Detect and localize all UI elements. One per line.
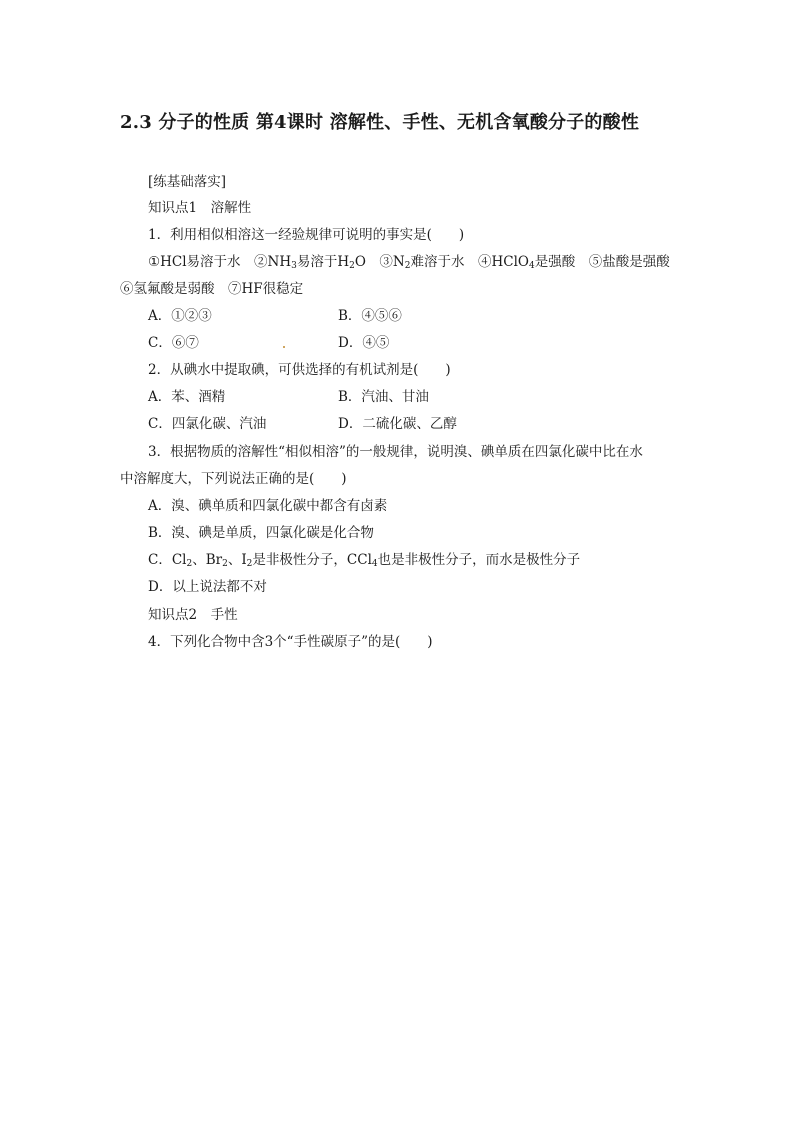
question-3-stem-line1: 3．根据物质的溶解性“相似相溶”的一般规律，说明溴、碘单质在四氯化碳中比在水 (148, 444, 643, 460)
question-1-stem: 1．利用相似相溶这一经验规律可说明的事实是( ) (148, 227, 465, 243)
section-heading: [练基础落实] (148, 174, 227, 190)
stray-dot (283, 346, 285, 348)
question-1-items-line1: ①HCl易溶于水 $②NH_3$易溶于$H_2O$ $③N_2$难溶于水 ④HClO$_4$是强酸 ⑤盐酸是强酸 (148, 254, 670, 271)
knowledge-point-1: 知识点1 溶解性 (148, 200, 252, 216)
question-1-option-b: B．④⑤⑥ (338, 308, 402, 324)
question-1-items-line2: ⑥氢氟酸是弱酸 ⑦HF很稳定 (120, 281, 304, 297)
question-1-option-c: C．⑥⑦ (148, 335, 199, 351)
question-2-option-b: B．汽油、甘油 (338, 389, 429, 405)
question-2-option-d: D．二硫化碳、乙醇 (338, 416, 457, 432)
page-title: 2.3 分子的性质 第4课时 溶解性、手性、无机含氧酸分子的酸性 (120, 112, 640, 133)
question-3-option-c: C．$Cl_2$、$Br_2$、$I_2$是非极性分子，CCl$_4$也是非极性分子，而水是极性分子 (148, 552, 581, 569)
question-1-option-a: A．①②③ (148, 308, 212, 324)
question-2-option-c: C．四氯化碳、汽油 (148, 416, 267, 432)
question-3-option-b: B．溴、碘是单质，四氯化碳是化合物 (148, 525, 374, 541)
question-2-stem: 2．从碘水中提取碘，可供选择的有机试剂是( ) (148, 362, 451, 378)
question-3-option-a: A．溴、碘单质和四氯化碳中都含有卤素 (148, 498, 388, 514)
question-3-option-d: D．以上说法都不对 (148, 579, 267, 595)
question-3-stem-line2: 中溶解度大，下列说法正确的是( ) (120, 471, 347, 487)
question-4-stem: 4．下列化合物中含3个“手性碳原子”的是( ) (148, 634, 433, 650)
question-2-option-a: A．苯、酒精 (148, 389, 226, 405)
question-1-option-d: D．④⑤ (338, 335, 390, 351)
knowledge-point-2: 知识点2 手性 (148, 607, 238, 623)
